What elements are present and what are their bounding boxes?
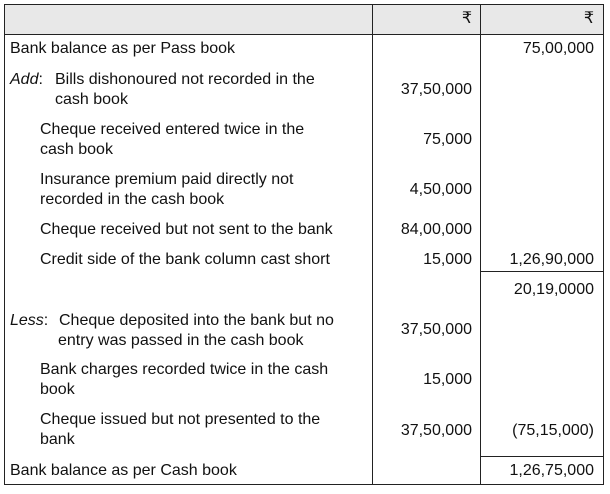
add3-label-2: recorded in the cash book <box>40 191 225 208</box>
add-prefix: Add: <box>10 71 43 88</box>
currency-header-total: ₹ <box>583 10 594 27</box>
currency-header-amount: ₹ <box>461 10 472 27</box>
less2-amount: 15,000 <box>423 371 472 388</box>
column-divider <box>480 4 481 485</box>
column-divider <box>372 4 373 485</box>
cash-book-label: Bank balance as per Cash book <box>10 462 237 479</box>
less3-label-2: bank <box>40 431 75 448</box>
add2-amount: 75,000 <box>423 131 472 148</box>
add2-label: Cheque received entered twice in the <box>40 121 305 138</box>
add1-label-2: cash book <box>55 91 128 108</box>
add4-amount: 84,00,000 <box>400 221 472 238</box>
add2-label-2: cash book <box>40 141 113 158</box>
less-total: (75,15,000) <box>512 422 594 439</box>
add3-amount: 4,50,000 <box>409 181 472 198</box>
less1-label-2: entry was passed in the cash book <box>58 332 304 349</box>
add1-amount: 37,50,000 <box>400 81 472 98</box>
less3-amount: 37,50,000 <box>400 422 472 439</box>
total-rule <box>480 271 604 272</box>
pass-book-label: Bank balance as per Pass book <box>10 40 236 57</box>
total-rule <box>480 456 604 457</box>
add1-label: Bills dishonoured not recorded in the <box>55 71 315 88</box>
subtotal: 20,19,0000 <box>513 281 594 298</box>
add5-label: Credit side of the bank column cast short <box>40 251 330 268</box>
add3-label: Insurance premium paid directly not <box>40 171 294 188</box>
cash-book-total: 1,26,75,000 <box>509 462 594 479</box>
add5-amount: 15,000 <box>423 251 472 268</box>
less3-label: Cheque issued but not presented to the <box>40 411 321 428</box>
less2-label: Bank charges recorded twice in the cash <box>40 361 329 378</box>
less-prefix: Less: <box>10 312 49 329</box>
less1-label: Cheque deposited into the bank but no <box>59 312 334 329</box>
less2-label-2: book <box>40 381 75 398</box>
pass-book-total: 75,00,000 <box>522 40 594 57</box>
less1-amount: 37,50,000 <box>400 321 472 338</box>
add4-label: Cheque received but not sent to the bank <box>40 221 333 238</box>
add-total: 1,26,90,000 <box>509 251 594 268</box>
